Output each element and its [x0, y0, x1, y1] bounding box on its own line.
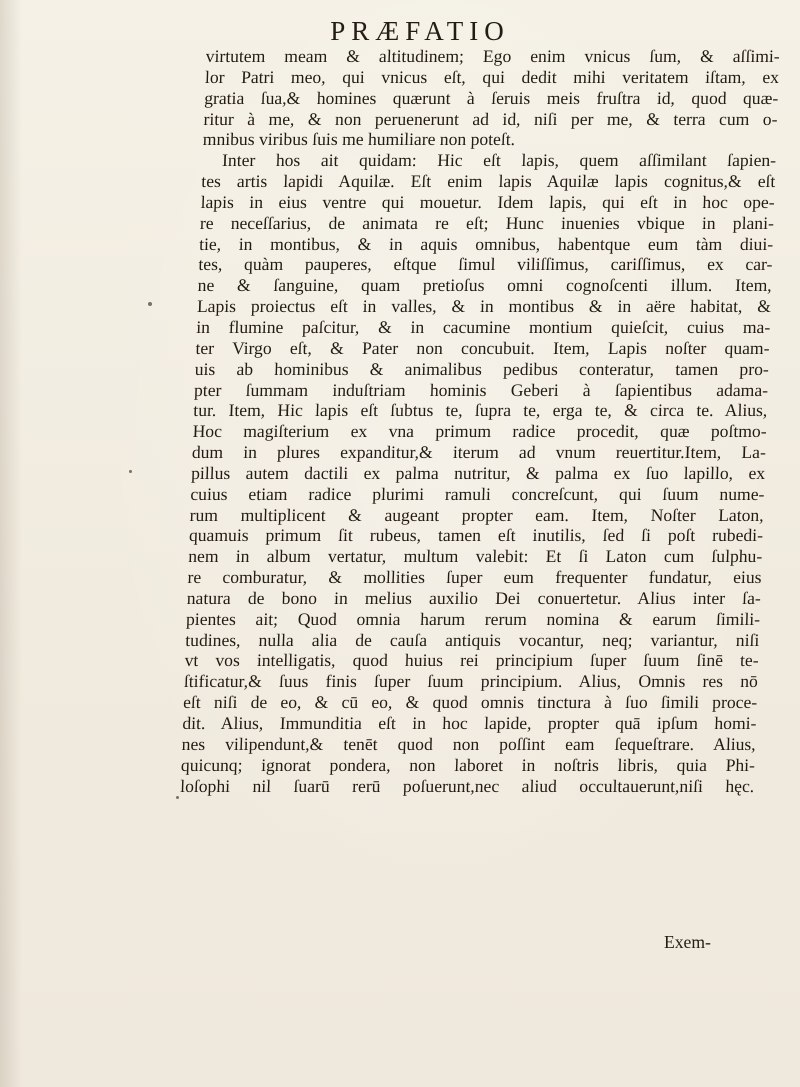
text-line: re comburatur, & mollities ſuper eum frequenter fundatur, eius [187, 567, 762, 588]
text-line: tes artis lapidi Aquilæ. Eſt enim lapis Aquilæ lapis cognitus,& eſt [201, 171, 776, 192]
binding-gutter-shadow [0, 0, 22, 1087]
text-line: nem in album vertatur, multum valebit: Et ſi Laton cum ſulphu- [187, 546, 763, 567]
text-line: Lapis proiectus eſt in valles, & in montibus & in aëre habitat, & [196, 296, 772, 317]
text-line: lor Patri meo, qui vnicus eſt, qui dedit mihi veritatem iſtam, ex [204, 66, 780, 87]
text-line: pter ſummam induſtriam hominis Geberi à ſapientibus adama- [193, 379, 769, 400]
text-line: uis ab hominibus & animalibus pedibus conteratur, tamen pro- [194, 358, 770, 379]
text-line: tudines, nulla alia de cauſa antiquis vocantur, neq; variantur, niſi [185, 629, 760, 650]
text-line: nes vilipendunt,& tenēt quod non poſſint eam ſequeſtrare. Alius, [181, 733, 757, 754]
text-line: mnibus viribus ſuis me humiliare non poteſt. [202, 129, 516, 150]
paper-speck [129, 470, 132, 473]
text-line: ſtificatur,& ſuus finis ſuper ſuum principium. Alius, Omnis res nō [183, 671, 759, 692]
text-line: loſophi nil ſuarū rerū poſuerunt,nec aliud occultauerunt,niſi hęc. [179, 775, 755, 796]
text-line: tie, in montibus, & in aquis omnibus, habentque eum tàm diui- [198, 233, 774, 254]
text-line: dum in plures expanditur,& iterum ad vnum reuertitur.Item, La- [191, 442, 767, 463]
text-line: re neceſſarius, de animata re eſt; Hunc inuenies vbique in plani- [199, 212, 775, 233]
paper-speck [148, 302, 152, 306]
text-line: ritur à me, & non peruenerunt ad id, niſi per me, & terra cum o- [203, 108, 778, 129]
text-line: lapis in eius ventre qui mouetur. Idem lapis, qui eſt in hoc ope- [200, 191, 776, 212]
text-line: pillus autem dactili ex palma nutritur, & palma ex ſuo lapillo, ex [190, 462, 766, 483]
text-line: Inter hos ait quidam: Hic eſt lapis, quem aſſimilant ſapien- [221, 150, 777, 171]
text-line: in flumine paſcitur, & in cacumine montium quieſcit, cuius ma- [195, 316, 771, 337]
text-line: ter Virgo eſt, & Pater non concubuit. Item, Lapis noſter quam- [195, 337, 770, 358]
paper-speck [176, 796, 179, 799]
text-line: quamuis primum ſit rubeus, tamen eſt inutilis, ſed ſi poſt rubedi- [188, 525, 764, 546]
text-line: cuius etiam radice plurimi ramuli concreſcunt, qui ſuum nume- [190, 483, 765, 504]
text-line: tes, quàm pauperes, eſtque ſimul viliſſimus, cariſſimus, ex car- [198, 254, 773, 275]
text-line: Hoc magiſterium ex vna primum radice procedit, quæ poſtmo- [192, 421, 768, 442]
text-line: pientes ait; Quod omnia harum rerum nomina & earum ſimili- [185, 608, 761, 629]
running-header: PRÆFATIO [330, 16, 510, 46]
text-line: gratia ſua,& homines quærunt à ſeruis meis fruſtra id, quod quæ- [203, 87, 779, 108]
text-line: dit. Alius, Immunditia eſt in hoc lapide, propter quā ipſum homi- [182, 713, 757, 733]
text-line: vt vos intelligatis, quod huius rei principium ſuper ſuum ſinē te- [184, 650, 759, 671]
text-line: natura de bono in melius auxilio Dei conuertetur. Alius inter ſa- [186, 587, 762, 608]
catchword: Exem- [664, 932, 711, 952]
text-line: quicunq; ignorat pondera, non laboret in noſtris libris, quia Phi- [180, 754, 756, 775]
text-line: virtutem meam & altitudinem; Ego enim vnicus ſum, & aſſimi- [205, 46, 781, 66]
text-line: eſt niſi de eo, & cū eo, & quod omnis tinctura à ſuo ſimili proce- [182, 692, 758, 713]
text-line: rum multiplicent & augeant propter eam. Item, Noſter Laton, [189, 504, 765, 525]
body-text [180, 46, 780, 796]
text-line: tur. Item, Hic lapis eſt ſubtus te, ſupra te, erga te, & circa te. Alius, [193, 400, 768, 421]
text-line: ne & ſanguine, quam pretioſus omni cognoſcenti illum. Item, [197, 275, 773, 296]
